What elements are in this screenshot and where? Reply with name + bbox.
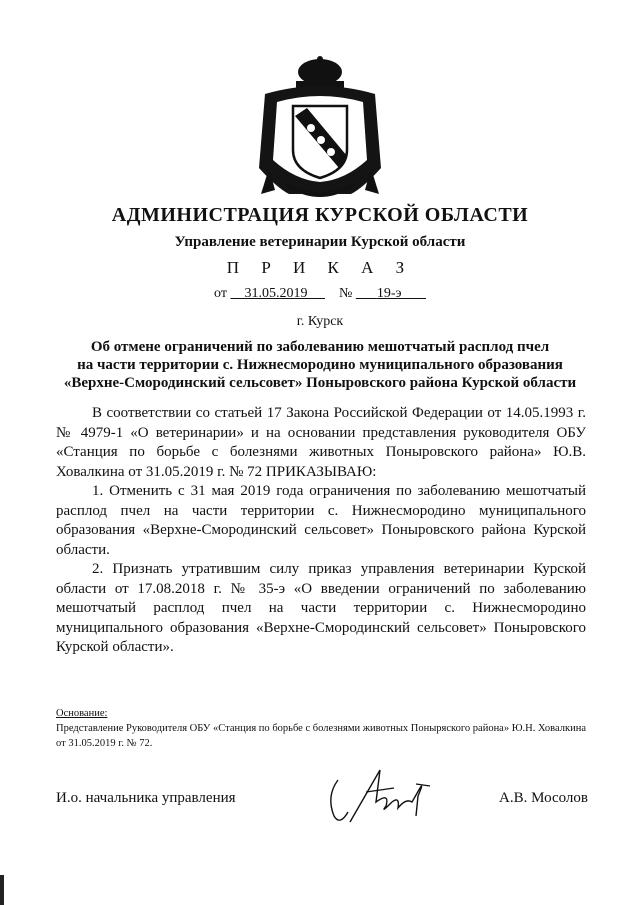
body-paragraph: 1. Отменить с 31 мая 2019 года ограничения по заболеванию мешотчатый расплод пчел на части территории с. Нижнесмородино муниципального образования «Верхне-Смородинский сельсовет» Поныровского района Курской области. [56, 483, 586, 558]
order-body [56, 404, 586, 658]
number-prefix: № [338, 286, 353, 301]
subject-line: Об отмене ограничений по заболеванию мешотчатый расплод пчел [90, 339, 550, 355]
department-title: Управление ветеринарии Курской области [174, 234, 466, 250]
document-type: П Р И К А З [226, 258, 414, 277]
basis-text: Представление Руководителя ОБУ «Станция по борьбе с болезнями животных Поныряского района» Ю.Н. Ховалкина от 31.05.2019 г. № 72. [56, 723, 586, 749]
date-prefix: от [214, 286, 227, 301]
subject-line: «Верхне-Смородинский сельсовет» Поныровского района Курской области [63, 375, 577, 391]
date-value: 31.05.2019 [244, 286, 308, 301]
date-number-line [0, 286, 640, 302]
coat-of-arms-icon [255, 56, 385, 204]
basis-note [56, 706, 586, 751]
subject-line: на части территории с. Нижнесмородино муниципального образования [77, 357, 563, 373]
body-paragraph: В соответствии со статьей 17 Закона Российской Федерации от 14.05.1993 г. № 4979-1 «О ветеринарии» и на основании представления руководителя ОБУ «Станция по борьбе с болезнями животных Поныровского района» Ю.В. Ховалкина от 31.05.2019 г. № 72 ПРИКАЗЫВАЮ: [56, 405, 586, 480]
signatory-name: А.В. Мосолов [499, 790, 588, 806]
city: г. Курск [296, 314, 344, 329]
scan-edge-mark [0, 875, 4, 905]
body-paragraph: 2. Признать утратившим силу приказ управления ветеринарии Курской области от 17.08.2018 г. № 35-э «О введении ограничений по заболеванию мешотчатый расплод пчел на части территории с. Нижнесмородино муниципального образования «Верхне-Смородинский сельсовет» Поныровского Курской области». [56, 561, 586, 655]
number-value: 19-э [376, 286, 402, 301]
organization-title: АДМИНИСТРАЦИЯ КУРСКОЙ ОБЛАСТИ [111, 204, 529, 226]
signatory-role: И.о. начальника управления [56, 790, 236, 806]
order-subject [50, 338, 590, 392]
handwritten-signature-icon [320, 762, 450, 832]
basis-label: Основание: [56, 708, 108, 719]
